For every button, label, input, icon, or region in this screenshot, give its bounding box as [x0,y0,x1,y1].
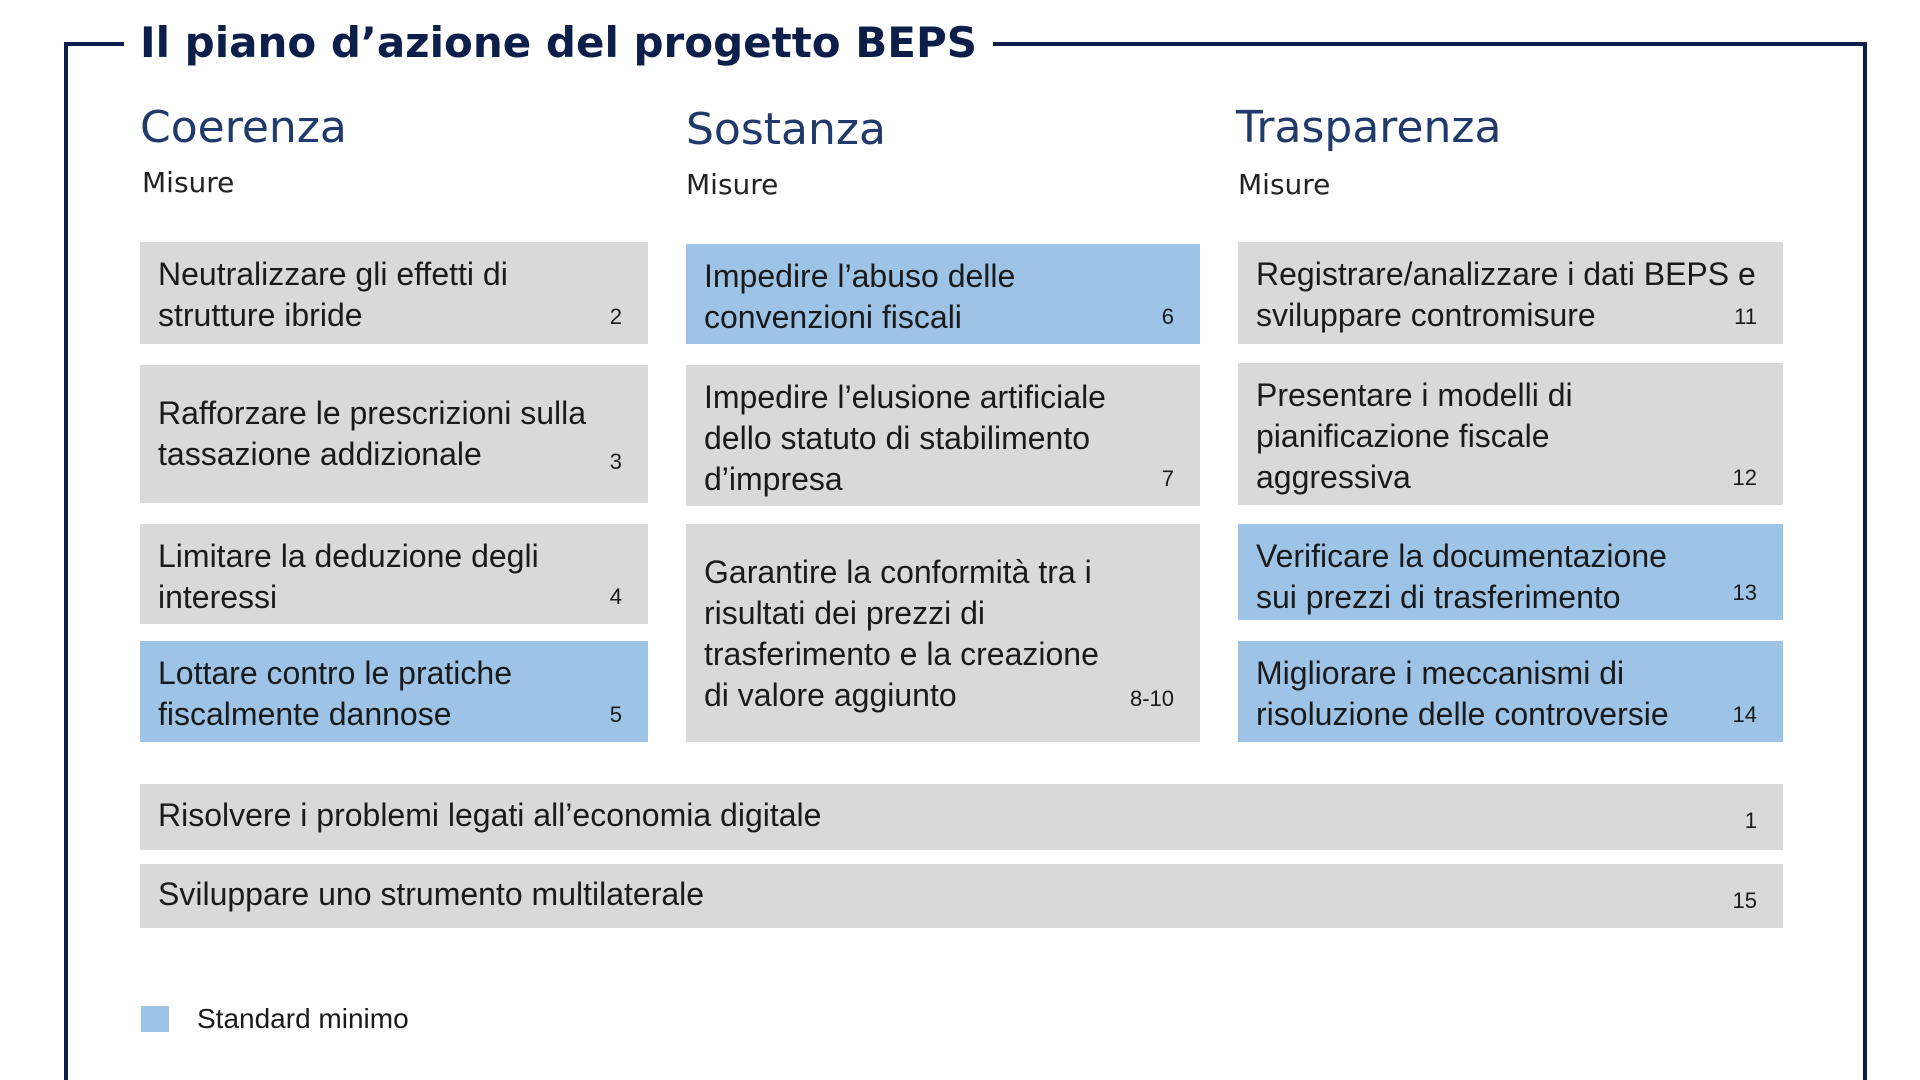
measure-text: Presentare i modelli di pianificazione fiscale aggressiva [1256,377,1573,495]
column-subtitle-trasparenza: Misure [1238,168,1331,201]
measure-number: 4 [609,584,622,609]
measure-number: 11 [1734,304,1757,329]
measure-box-6 [686,244,1200,344]
measure-text: Impedire l’elusione artificiale dello statuto di stabilimento d’impresa [704,379,1106,497]
measure-number: 6 [1161,304,1174,329]
measure-box-4 [140,524,648,624]
measure-number: 13 [1732,580,1757,605]
frame-top-left [64,42,124,46]
measure-number: 1 [1744,808,1757,833]
measure-text: Registrare/analizzare i dati BEPS e sviluppare contromisure [1256,256,1756,333]
measure-number: 8-10 [1129,686,1174,711]
measure-number: 14 [1732,702,1757,727]
measure-number: 15 [1732,888,1757,913]
column-subtitle-coerenza: Misure [142,166,235,199]
column-subtitle-sostanza: Misure [686,168,779,201]
measure-number: 3 [609,449,622,474]
page-title: Il piano d’azione del progetto BEPS [140,18,993,67]
measure-text: Verificare la documentazione sui prezzi di trasferimento [1256,538,1667,615]
measure-box-14 [1238,641,1783,742]
measure-number: 7 [1161,466,1174,491]
measure-text: Garantire la conformità tra i risultati dei prezzi di trasferimento e la creazione di valore aggiunto [704,554,1099,713]
measure-box-3 [140,365,648,503]
measure-box-1 [140,784,1783,850]
measure-box-7 [686,365,1200,506]
measure-number: 12 [1732,465,1757,490]
column-title-trasparenza: Trasparenza [1236,102,1502,153]
measure-number: 2 [609,304,622,329]
measure-box-11 [1238,242,1783,344]
measure-box-12 [1238,363,1783,505]
measure-text: Neutralizzare gli effetti di strutture ibride [158,256,508,333]
measure-box-15 [140,864,1783,928]
measure-text: Risolvere i problemi legati all’economia digitale [158,797,822,833]
frame-left [64,42,68,1080]
measure-text: Migliorare i meccanismi di risoluzione delle controversie [1256,655,1669,732]
frame-right [1863,42,1867,1080]
frame-top-right [870,42,1867,46]
legend-swatch [141,1006,169,1032]
measure-number: 5 [609,702,622,727]
column-title-coerenza: Coerenza [140,102,347,153]
measure-text: Rafforzare le prescrizioni sulla tassazione addizionale [158,395,587,472]
measure-text: Impedire l’abuso delle convenzioni fiscali [704,258,1016,335]
measure-box-13 [1238,524,1783,620]
measure-text: Lottare contro le pratiche fiscalmente dannose [158,655,512,732]
measure-box-8-10 [686,524,1200,742]
measure-text: Limitare la deduzione degli interessi [158,538,539,615]
legend-label: Standard minimo [197,1003,409,1034]
column-title-sostanza: Sostanza [686,104,886,155]
measure-box-5 [140,641,648,742]
measure-text: Sviluppare uno strumento multilaterale [158,876,705,912]
measure-box-2 [140,242,648,344]
